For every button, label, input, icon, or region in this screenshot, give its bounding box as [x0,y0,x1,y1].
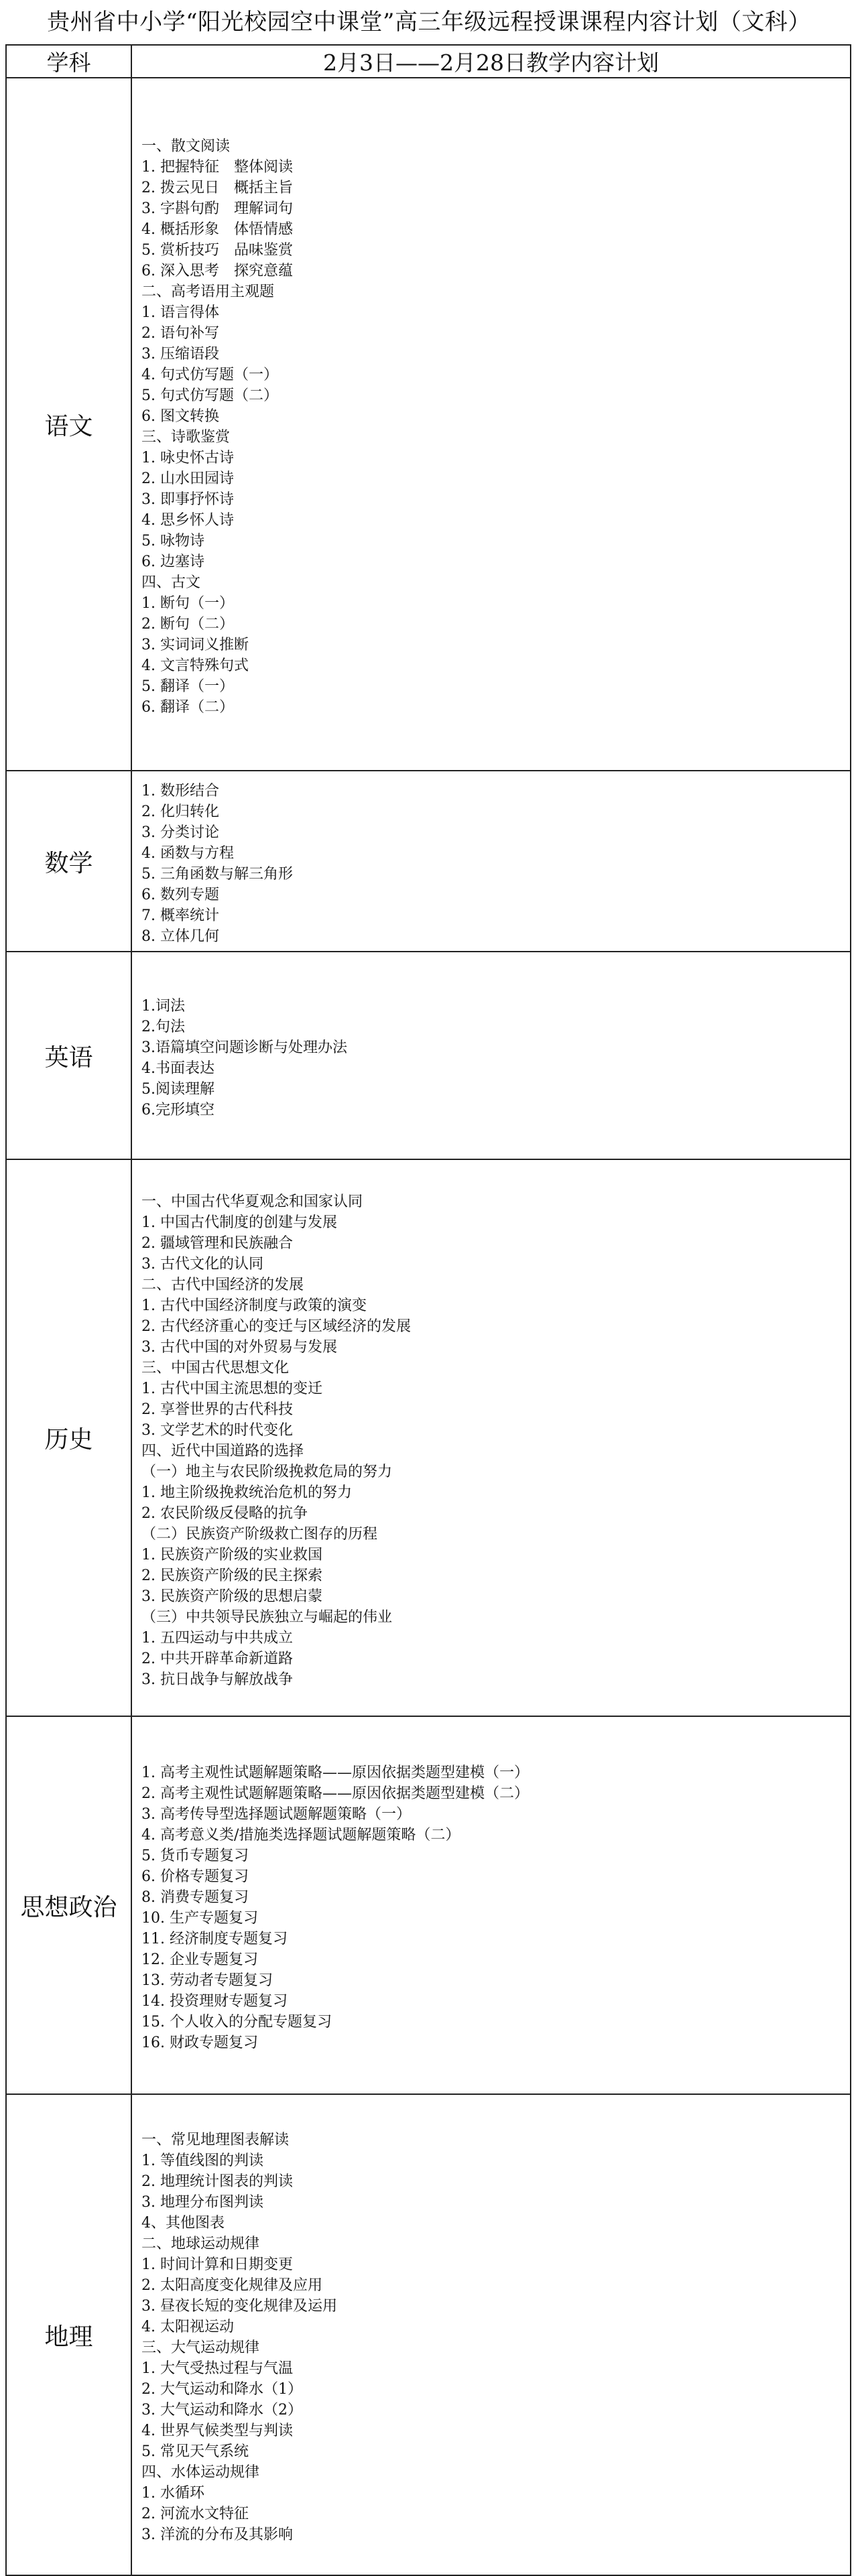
subject-cell: 历史 [6,1159,131,1716]
subject-cell: 地理 [6,2094,131,2575]
content-cell [131,2094,851,2575]
list-item: 1. 古代中国经济制度与政策的演变 [141,1297,367,1314]
list-item: 3. 分类讨论 [141,824,219,841]
table-row-zhengzhi [6,1716,851,2094]
list-item: 11. 经济制度专题复习 [141,1931,288,1947]
list-item: 5. 三角函数与解三角形 [141,866,293,883]
list-item: 4. 句式仿写题（一） [141,367,278,383]
list-item: 1. 民族资产阶级的实业救国 [141,1546,322,1563]
list-item: 6. 深入思考 探究意蕴 [141,263,293,279]
list-item: 二、地球运动规律 [141,2236,260,2252]
list-item: （二）民族资产阶级救亡图存的历程 [141,1525,378,1543]
list-item: 3. 抗日战争与解放战争 [141,1671,293,1688]
subject-cell: 思想政治 [6,1716,131,2094]
table-header-row [6,45,851,78]
table-row-lishi [6,1159,851,1716]
list-item: 14. 投资理财专题复习 [141,1993,288,2010]
table-row-shuxue [6,771,851,952]
list-item: 1. 咏史怀古诗 [141,450,234,466]
content-list [141,1762,850,2053]
list-item: 5. 咏物诗 [141,533,204,550]
list-item: 1. 地主阶级挽救统治危机的努力 [141,1484,352,1501]
content-list [141,2130,850,2545]
list-item: 4、其他图表 [141,2215,225,2232]
subject-column-header: 学科 [6,45,131,78]
list-item: 3. 地理分布图判读 [141,2194,263,2211]
plan-table [5,44,851,2576]
list-item: 3. 即事抒怀诗 [141,491,234,508]
content-cell [131,1159,851,1716]
plan-column-header: 2月3日——2月28日教学内容计划 [131,45,851,78]
list-item: 一、散文阅读 [141,138,231,155]
list-item: 四、近代中国道路的选择 [141,1442,304,1460]
content-list [141,996,850,1120]
list-item: 三、大气运动规律 [141,2339,260,2356]
list-item: 6. 图文转换 [141,408,219,425]
document-title: 贵州省中小学“阳光校园空中课堂”高三年级远程授课课程内容计划（文科） [47,9,811,36]
list-item: 2. 化归转化 [141,803,219,820]
list-item: 三、中国古代思想文化 [141,1359,290,1376]
list-item: 4. 太阳视运动 [141,2319,234,2335]
list-item: 8. 立体几何 [141,928,219,945]
list-item: 二、高考语用主观题 [141,283,275,300]
list-item: 二、古代中国经济的发展 [141,1276,304,1293]
table-row-yuwen [6,78,851,771]
list-item: 一、常见地理图表解读 [141,2132,290,2148]
list-item: 4. 概括形象 体悟情感 [141,221,293,238]
list-item: 一、中国古代华夏观念和国家认同 [141,1193,363,1210]
list-item: 3. 字斟句酌 理解词句 [141,200,293,217]
list-item: 3.语篇填空问题诊断与处理办法 [141,1039,347,1056]
list-item: 4. 高考意义类/措施类选择题试题解题策略（二） [141,1827,461,1844]
table-row-dili [6,2094,851,2575]
list-item: 6.完形填空 [141,1102,214,1118]
subject-cell: 语文 [6,78,131,771]
list-item: 13. 劳动者专题复习 [141,1972,273,1989]
list-item: 3. 古代中国的对外贸易与发展 [141,1338,337,1356]
list-item: 三、诗歌鉴赏 [141,429,231,446]
list-item: 1. 数形结合 [141,783,219,799]
content-cell [131,952,851,1159]
list-item: 3. 高考传导型选择题试题解题策略（一） [141,1806,411,1823]
list-item: （一）地主与农民阶级挽救危局的努力 [141,1463,393,1480]
table-row-yingyu [6,952,851,1159]
list-item: 1. 把握特征 整体阅读 [141,159,293,176]
list-item: 1. 等值线图的判读 [141,2152,263,2169]
list-item: 2. 语句补写 [141,325,219,342]
list-item: 1. 语言得体 [141,304,219,321]
list-item: 2. 高考主观性试题解题策略——原因依据类题型建模（二） [141,1785,529,1802]
list-item: 5. 货币专题复习 [141,1848,249,1864]
content-cell [131,1716,851,2094]
list-item: 2. 农民阶级反侵略的抗争 [141,1504,308,1522]
list-item: 5.阅读理解 [141,1081,214,1098]
list-item: 12. 企业专题复习 [141,1951,258,1968]
list-item: 6. 翻译（二） [141,699,234,716]
list-item: 3. 昼夜长短的变化规律及运用 [141,2298,337,2315]
list-item: 15. 个人收入的分配专题复习 [141,2014,332,2031]
list-item: 2. 大气运动和降水（1） [141,2381,302,2398]
list-item: 6. 数列专题 [141,887,219,903]
list-item: 2. 太阳高度变化规律及应用 [141,2277,322,2294]
subject-cell: 数学 [6,771,131,952]
list-item: 2. 地理统计图表的判读 [141,2173,293,2190]
list-item: 3. 大气运动和降水（2） [141,2402,302,2419]
list-item: 5. 句式仿写题（二） [141,387,278,404]
list-item: 3. 民族资产阶级的思想启蒙 [141,1588,322,1605]
list-item: 2. 古代经济重心的变迁与区域经济的发展 [141,1317,411,1335]
list-item: 1. 高考主观性试题解题策略——原因依据类题型建模（一） [141,1764,529,1781]
list-item: 2. 享誉世界的古代科技 [141,1401,293,1418]
list-item: 1.词法 [141,998,185,1015]
content-cell [131,771,851,952]
list-item: 2. 断句（二） [141,616,234,633]
list-item: 2. 河流水文特征 [141,2506,249,2522]
list-item: 5. 翻译（一） [141,678,234,695]
list-item: 3. 文学艺术的时代变化 [141,1421,293,1439]
list-item: 四、水体运动规律 [141,2464,260,2481]
list-item: 2. 拨云见日 概括主旨 [141,180,293,196]
content-list [141,1192,850,1690]
list-item: 4. 函数与方程 [141,845,234,862]
list-item: 4. 世界气候类型与判读 [141,2423,293,2439]
list-item: 4. 文言特殊句式 [141,657,249,674]
list-item: 1. 中国古代制度的创建与发展 [141,1214,337,1231]
list-item: 1. 时间计算和日期变更 [141,2256,293,2273]
content-list [141,781,850,947]
list-item: 3. 洋流的分布及其影响 [141,2526,293,2543]
list-item: 四、古文 [141,574,201,591]
list-item: 3. 压缩语段 [141,346,219,363]
content-cell [131,78,851,771]
list-item: 2. 山水田园诗 [141,470,234,487]
list-item: 1. 五四运动与中共成立 [141,1629,293,1647]
list-item: 1. 断句（一） [141,595,234,612]
list-item: 1. 大气受热过程与气温 [141,2360,293,2377]
subject-cell: 英语 [6,952,131,1159]
list-item: 4.书面表达 [141,1060,214,1077]
list-item: 6. 价格专题复习 [141,1868,249,1885]
list-item: 5. 赏析技巧 品味鉴赏 [141,242,293,259]
list-item: 16. 财政专题复习 [141,2035,258,2051]
list-item: 2. 疆域管理和民族融合 [141,1234,293,1252]
list-item: 10. 生产专题复习 [141,1910,258,1927]
list-item: 2. 中共开辟革命新道路 [141,1650,293,1667]
list-item: 7. 概率统计 [141,907,219,924]
list-item: （三）中共领导民族独立与崛起的伟业 [141,1608,393,1626]
list-item: 1. 水循环 [141,2485,204,2502]
list-item: 1. 古代中国主流思想的变迁 [141,1380,322,1397]
list-item: 8. 消费专题复习 [141,1889,249,1906]
list-item: 2. 民族资产阶级的民主探索 [141,1567,322,1584]
list-item: 2.句法 [141,1019,185,1035]
list-item: 5. 常见天气系统 [141,2443,249,2460]
list-item: 6. 边塞诗 [141,554,204,570]
list-item: 3. 古代文化的认同 [141,1255,263,1273]
list-item: 4. 思乡怀人诗 [141,512,234,529]
list-item: 3. 实词词义推断 [141,637,249,653]
content-list [141,136,850,718]
